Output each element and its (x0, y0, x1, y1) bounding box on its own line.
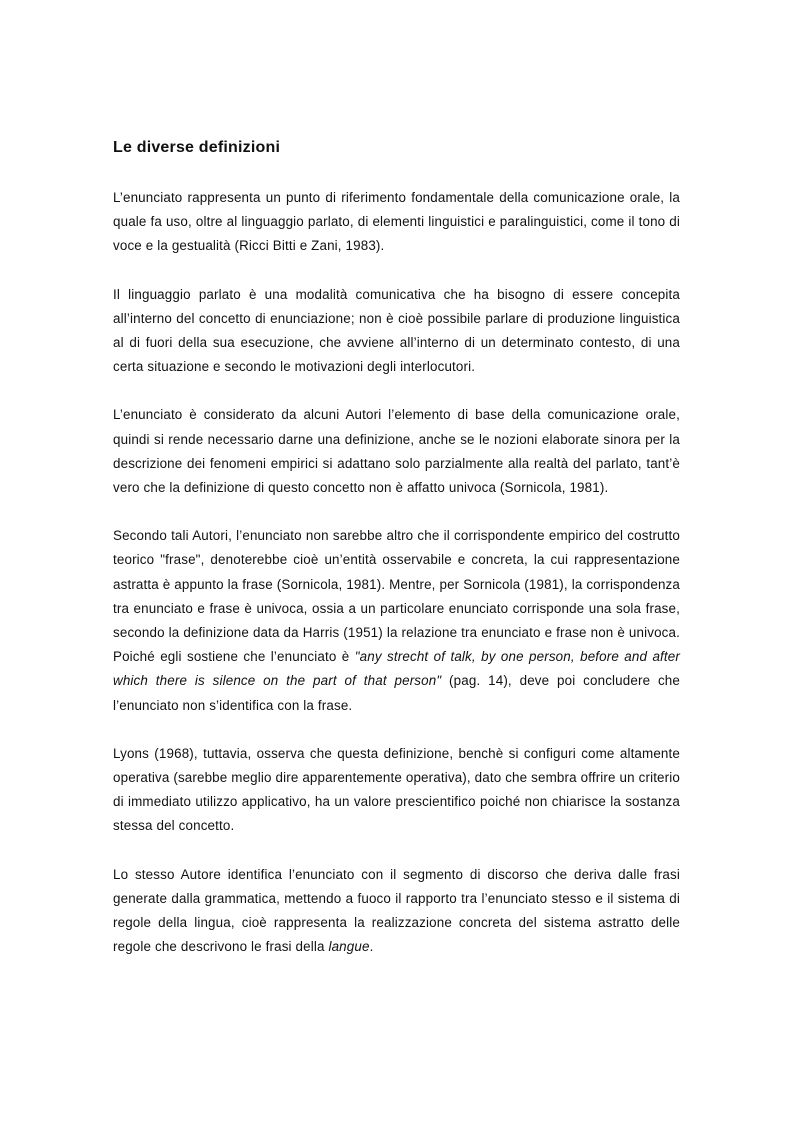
paragraph-6 (113, 863, 680, 960)
paragraph-text: Lo stesso Autore identifica l’enunciato con il segmento di discorso che deriva dalle frasi generate dalla grammatica, mettendo a fuoco il rapporto tra l’enunciato stesso e il sistema di regole della lingua, cioè rappresenta la realizzazione concreta del sistema astratto delle regole che descrivono le frasi della (113, 866, 680, 955)
paragraph-text: L’enunciato è considerato da alcuni Autori l’elemento di base della comunicazione orale, quindi si rende necessario darne una definizione, anche se le nozioni elaborate sinora per la descrizione dei fenomeni empirici si adattano solo parzialmente alla realtà del parlato, tant’è vero che la definizione di questo concetto non è affatto univoca (Sornicola, 1981). (113, 407, 680, 496)
paragraph-2 (113, 283, 680, 380)
quotation-italic: "any strecht of talk, by one person, before and after which there is silence on the part of that person" (113, 649, 680, 689)
paragraph-text: Il linguaggio parlato è una modalità comunicativa che ha bisogno di essere concepita all’interno del concetto di enunciazione; non è cioè possibile parlare di produzione linguistica al di fuori della sua esecuzione, che avviene all’interno di un determinato contesto, di una certa situazione e secondo le motivazioni degli interlocutori. (113, 286, 680, 375)
paragraph-text: . (369, 939, 374, 955)
paragraph-text: Lyons (1968), tuttavia, osserva che questa definizione, benchè si configuri come altamente operativa (sarebbe meglio dire apparentemente operativa), dato che sembra offrire un criterio di immediato utilizzo applicativo, ha un valore prescientifico poiché non chiarisce la sostanza stessa del concetto. (113, 745, 680, 834)
paragraph-text: (pag. 14), deve poi concludere che l’enunciato non s’identifica con la frase. (113, 673, 681, 713)
section-heading: Le diverse definizioni (113, 139, 281, 156)
paragraph-5 (113, 742, 680, 839)
paragraph-1 (113, 186, 680, 259)
paragraph-text: Secondo tali Autori, l’enunciato non sarebbe altro che il corrispondente empirico del costrutto teorico "frase", denoterebbe cioè un’entità osservabile e concreta, la cui rappresentazione astratta è appunto la frase (Sornicola, 1981). Mentre, per Sornicola (1981), la corrispondenza tra enunciato e frase è univoca, ossia a un particolare enunciato corrisponde una sola frase, secondo la definizione data da Harris (1951) la relazione tra enunciato e frase non è univoca. Poiché egli sostiene che l’enunciato è (113, 528, 680, 665)
document-page (113, 136, 680, 983)
paragraph-text: L’enunciato rappresenta un punto di riferimento fondamentale della comunicazione orale, la quale fa uso, oltre al linguaggio parlato, di elementi linguistici e paralinguistici, come il tono di voce e la gestualità (Ricci Bitti e Zani, 1983). (113, 190, 680, 254)
paragraph-4 (113, 524, 680, 718)
langue-italic: langue (328, 939, 370, 955)
paragraph-3 (113, 403, 680, 500)
